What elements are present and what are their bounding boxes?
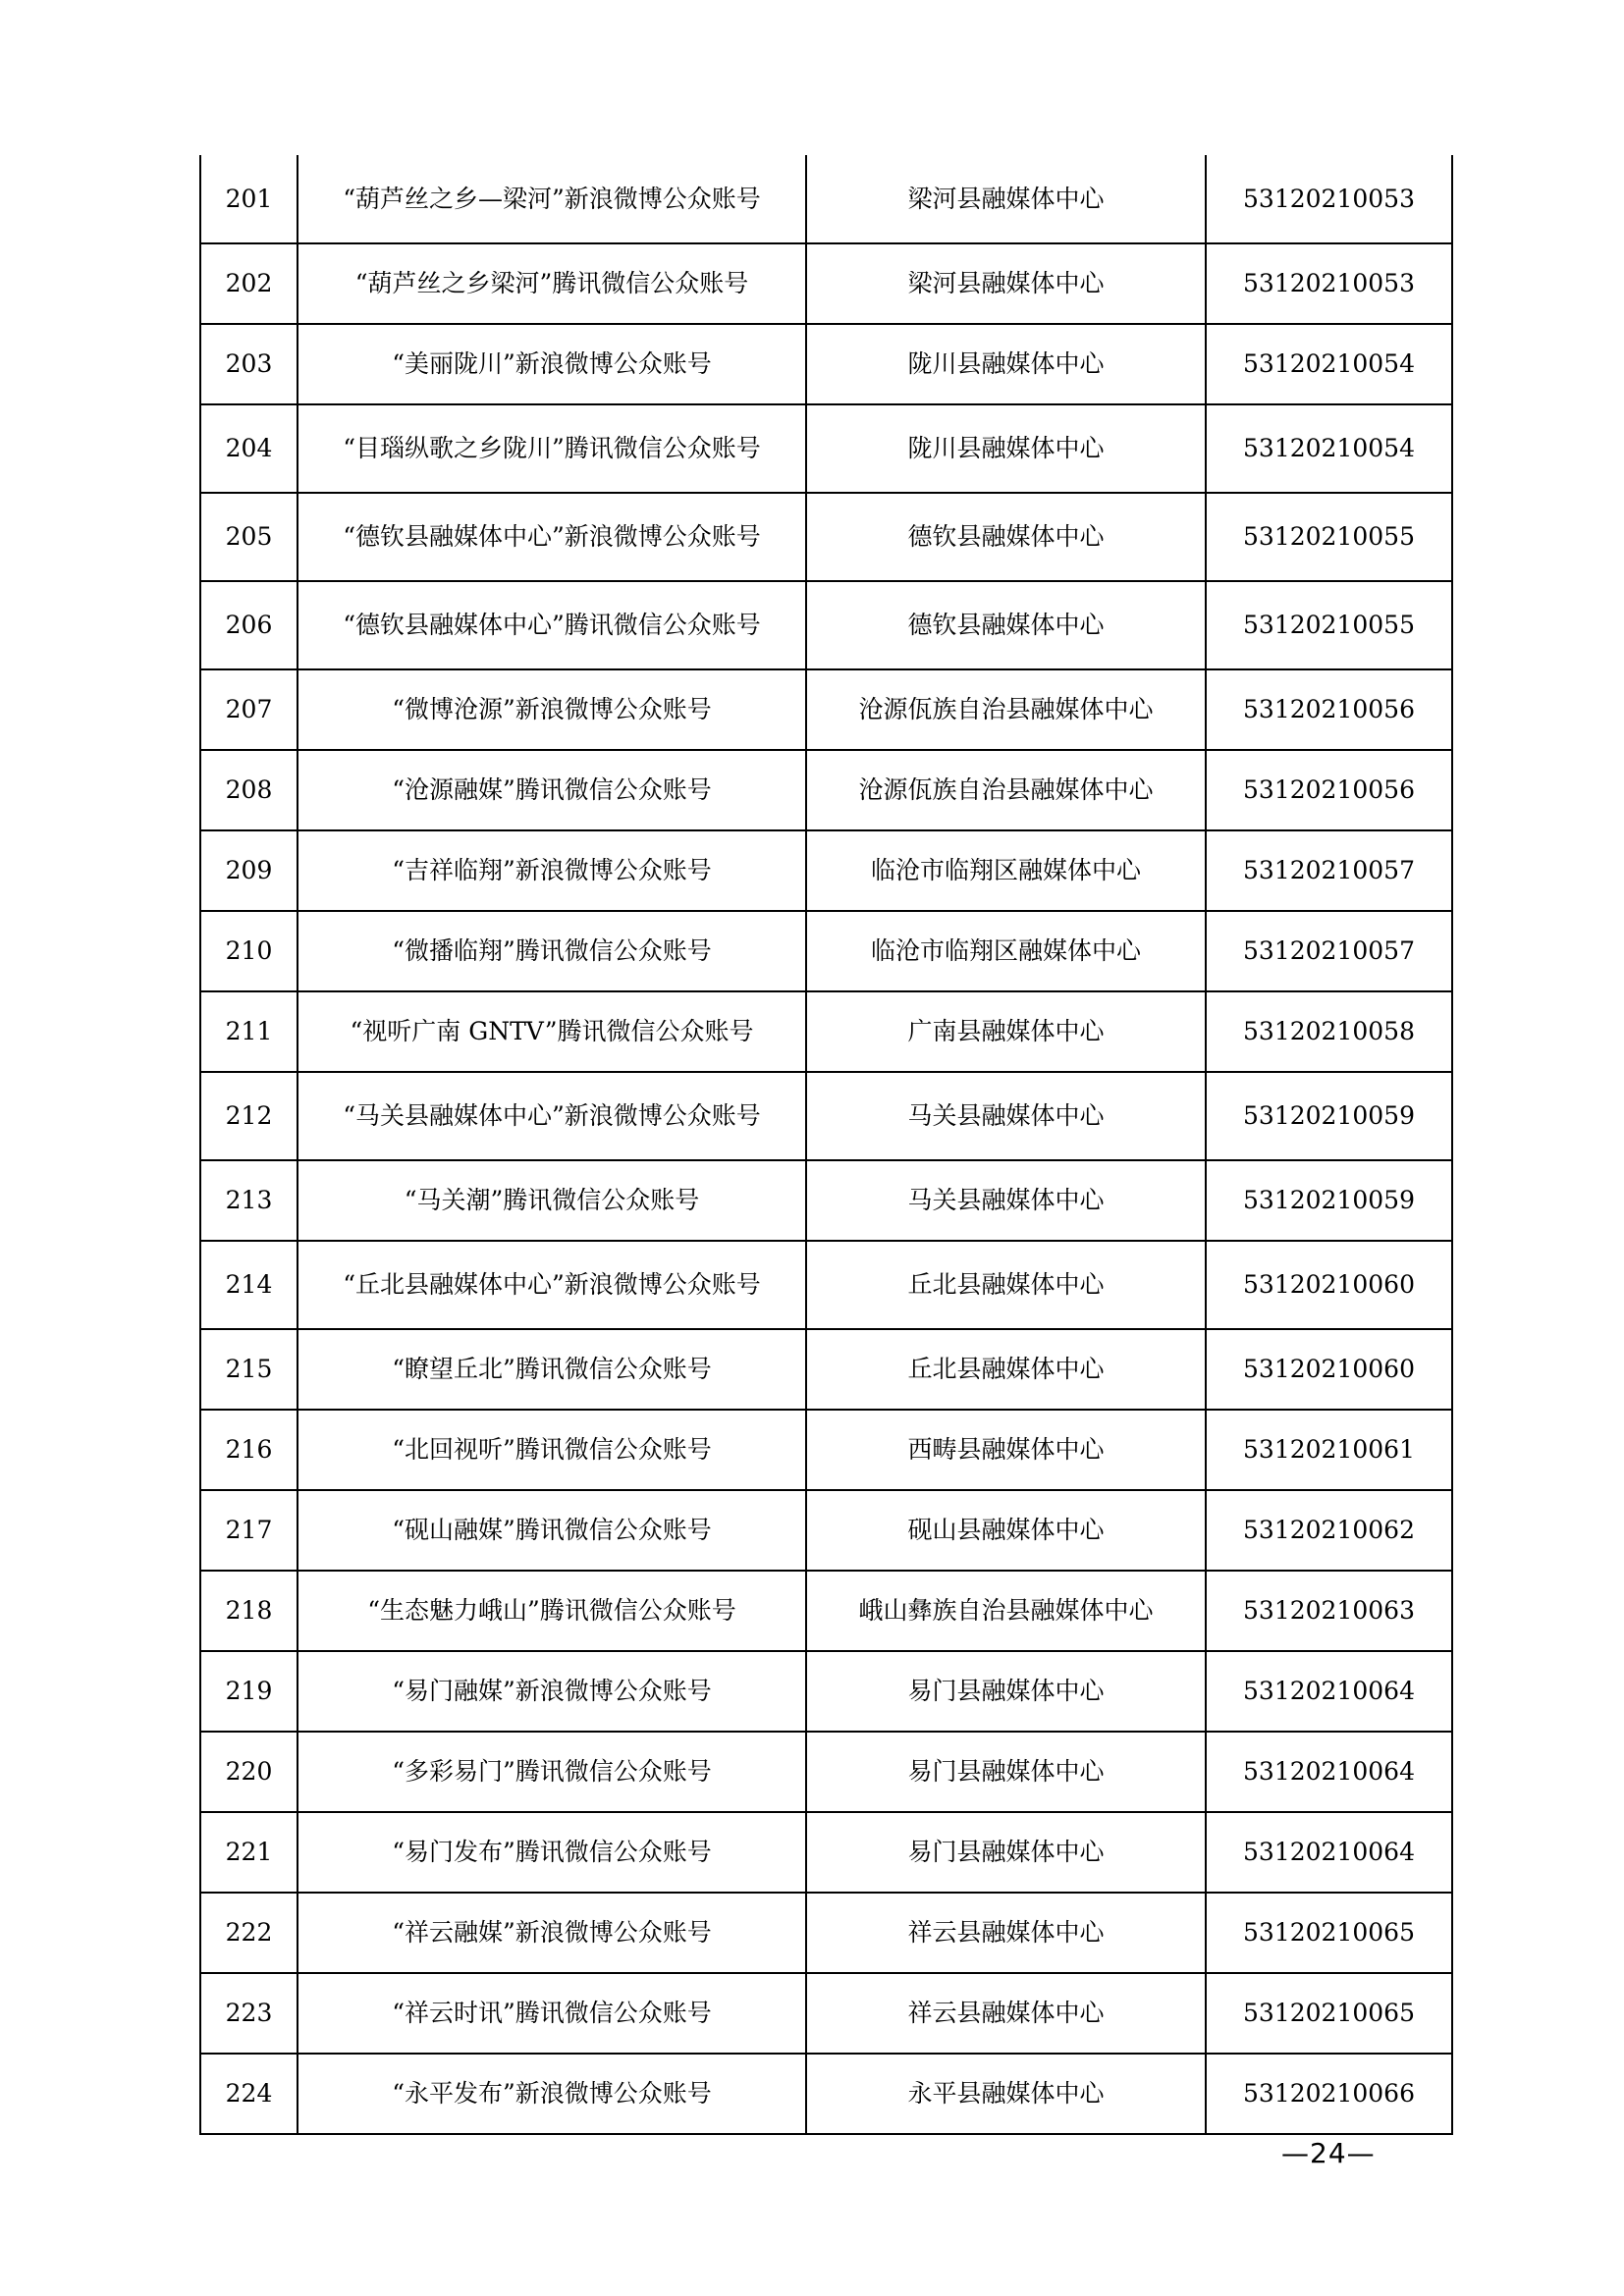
registration-code: 53120210054	[1206, 324, 1452, 404]
account-name: “德钦县融媒体中心”腾讯微信公众账号	[298, 581, 806, 669]
table-row	[200, 1893, 1452, 1973]
table-row	[200, 1812, 1452, 1893]
table-row	[200, 1410, 1452, 1490]
organization: 易门县融媒体中心	[806, 1651, 1206, 1732]
account-table	[199, 155, 1453, 2135]
registration-code: 53120210056	[1206, 750, 1452, 830]
account-name: “微播临翔”腾讯微信公众账号	[298, 911, 806, 991]
organization: 马关县融媒体中心	[806, 1160, 1206, 1241]
account-name: “吉祥临翔”新浪微博公众账号	[298, 830, 806, 911]
table-row	[200, 991, 1452, 1072]
registration-code: 53120210064	[1206, 1651, 1452, 1732]
organization: 沧源佤族自治县融媒体中心	[806, 669, 1206, 750]
account-name: “生态魅力峨山”腾讯微信公众账号	[298, 1571, 806, 1651]
registration-code: 53120210056	[1206, 669, 1452, 750]
account-name: “丘北县融媒体中心”新浪微博公众账号	[298, 1241, 806, 1329]
organization: 易门县融媒体中心	[806, 1732, 1206, 1812]
table-row	[200, 1732, 1452, 1812]
table-row	[200, 911, 1452, 991]
table-row	[200, 324, 1452, 404]
organization: 陇川县融媒体中心	[806, 324, 1206, 404]
row-number: 221	[200, 1812, 298, 1893]
organization: 永平县融媒体中心	[806, 2054, 1206, 2134]
registration-code: 53120210057	[1206, 911, 1452, 991]
table-row	[200, 1160, 1452, 1241]
organization: 临沧市临翔区融媒体中心	[806, 911, 1206, 991]
row-number: 207	[200, 669, 298, 750]
account-name: “葫芦丝之乡梁河”腾讯微信公众账号	[298, 243, 806, 324]
table-row	[200, 1571, 1452, 1651]
row-number: 211	[200, 991, 298, 1072]
registration-code: 53120210062	[1206, 1490, 1452, 1571]
account-name: “视听广南 GNTV”腾讯微信公众账号	[298, 991, 806, 1072]
account-name: “永平发布”新浪微博公众账号	[298, 2054, 806, 2134]
organization: 丘北县融媒体中心	[806, 1329, 1206, 1410]
account-name: “马关县融媒体中心”新浪微博公众账号	[298, 1072, 806, 1160]
registration-code: 53120210063	[1206, 1571, 1452, 1651]
account-name: “多彩易门”腾讯微信公众账号	[298, 1732, 806, 1812]
organization: 梁河县融媒体中心	[806, 155, 1206, 243]
registration-code: 53120210055	[1206, 493, 1452, 581]
account-name: “马关潮”腾讯微信公众账号	[298, 1160, 806, 1241]
table-row	[200, 493, 1452, 581]
row-number: 203	[200, 324, 298, 404]
account-name: “美丽陇川”新浪微博公众账号	[298, 324, 806, 404]
organization: 德钦县融媒体中心	[806, 581, 1206, 669]
account-name: “德钦县融媒体中心”新浪微博公众账号	[298, 493, 806, 581]
account-name: “沧源融媒”腾讯微信公众账号	[298, 750, 806, 830]
account-name: “北回视听”腾讯微信公众账号	[298, 1410, 806, 1490]
table-row	[200, 404, 1452, 493]
table-row	[200, 1329, 1452, 1410]
row-number: 204	[200, 404, 298, 493]
account-name: “目瑙纵歌之乡陇川”腾讯微信公众账号	[298, 404, 806, 493]
registration-code: 53120210060	[1206, 1241, 1452, 1329]
organization: 丘北县融媒体中心	[806, 1241, 1206, 1329]
organization: 马关县融媒体中心	[806, 1072, 1206, 1160]
account-name: “易门发布”腾讯微信公众账号	[298, 1812, 806, 1893]
registration-code: 53120210065	[1206, 1893, 1452, 1973]
registration-code: 53120210065	[1206, 1973, 1452, 2054]
organization: 西畴县融媒体中心	[806, 1410, 1206, 1490]
row-number: 209	[200, 830, 298, 911]
table-row	[200, 2054, 1452, 2134]
table-row	[200, 581, 1452, 669]
organization: 广南县融媒体中心	[806, 991, 1206, 1072]
table-row	[200, 830, 1452, 911]
organization: 德钦县融媒体中心	[806, 493, 1206, 581]
row-number: 205	[200, 493, 298, 581]
organization: 祥云县融媒体中心	[806, 1973, 1206, 2054]
organization: 陇川县融媒体中心	[806, 404, 1206, 493]
account-name: “易门融媒”新浪微博公众账号	[298, 1651, 806, 1732]
row-number: 219	[200, 1651, 298, 1732]
registration-code: 53120210059	[1206, 1072, 1452, 1160]
row-number: 214	[200, 1241, 298, 1329]
row-number: 201	[200, 155, 298, 243]
account-name: “葫芦丝之乡—梁河”新浪微博公众账号	[298, 155, 806, 243]
organization: 易门县融媒体中心	[806, 1812, 1206, 1893]
registration-code: 53120210054	[1206, 404, 1452, 493]
table-row	[200, 1072, 1452, 1160]
organization: 峨山彝族自治县融媒体中心	[806, 1571, 1206, 1651]
registration-code: 53120210064	[1206, 1812, 1452, 1893]
row-number: 206	[200, 581, 298, 669]
row-number: 218	[200, 1571, 298, 1651]
row-number: 202	[200, 243, 298, 324]
organization: 砚山县融媒体中心	[806, 1490, 1206, 1571]
row-number: 210	[200, 911, 298, 991]
table-row	[200, 1973, 1452, 2054]
row-number: 220	[200, 1732, 298, 1812]
table-row	[200, 1241, 1452, 1329]
organization: 祥云县融媒体中心	[806, 1893, 1206, 1973]
account-name: “瞭望丘北”腾讯微信公众账号	[298, 1329, 806, 1410]
account-name: “祥云时讯”腾讯微信公众账号	[298, 1973, 806, 2054]
row-number: 215	[200, 1329, 298, 1410]
account-name: “祥云融媒”新浪微博公众账号	[298, 1893, 806, 1973]
row-number: 213	[200, 1160, 298, 1241]
page-number: —24—	[1281, 2137, 1376, 2169]
table-row	[200, 1651, 1452, 1732]
registration-code: 53120210058	[1206, 991, 1452, 1072]
row-number: 208	[200, 750, 298, 830]
registration-code: 53120210061	[1206, 1410, 1452, 1490]
registration-code: 53120210060	[1206, 1329, 1452, 1410]
table-body	[200, 155, 1452, 2134]
registration-code: 53120210059	[1206, 1160, 1452, 1241]
registration-code: 53120210066	[1206, 2054, 1452, 2134]
registration-code: 53120210064	[1206, 1732, 1452, 1812]
row-number: 212	[200, 1072, 298, 1160]
account-name: “砚山融媒”腾讯微信公众账号	[298, 1490, 806, 1571]
organization: 沧源佤族自治县融媒体中心	[806, 750, 1206, 830]
organization: 梁河县融媒体中心	[806, 243, 1206, 324]
registration-code: 53120210055	[1206, 581, 1452, 669]
row-number: 217	[200, 1490, 298, 1571]
table-row	[200, 1490, 1452, 1571]
row-number: 224	[200, 2054, 298, 2134]
account-name: “微博沧源”新浪微博公众账号	[298, 669, 806, 750]
registration-code: 53120210053	[1206, 155, 1452, 243]
organization: 临沧市临翔区融媒体中心	[806, 830, 1206, 911]
table-row	[200, 243, 1452, 324]
row-number: 223	[200, 1973, 298, 2054]
registration-code: 53120210053	[1206, 243, 1452, 324]
row-number: 216	[200, 1410, 298, 1490]
table-row	[200, 155, 1452, 243]
registration-code: 53120210057	[1206, 830, 1452, 911]
row-number: 222	[200, 1893, 298, 1973]
table-row	[200, 669, 1452, 750]
table-row	[200, 750, 1452, 830]
